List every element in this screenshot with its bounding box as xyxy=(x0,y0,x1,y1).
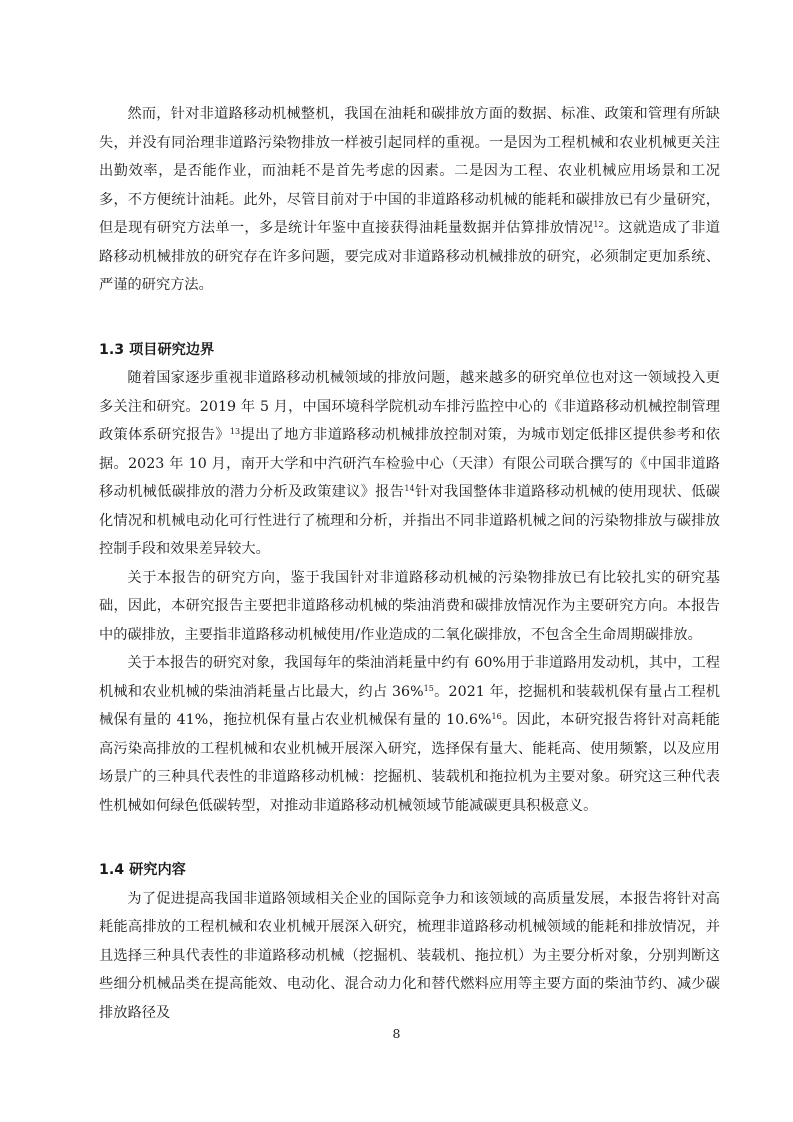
section-heading-1-4: 1.4 研究内容 xyxy=(99,862,186,878)
report-page xyxy=(99,100,720,1027)
paragraph-data-gaps xyxy=(99,100,720,300)
paragraph-text: 关于本报告的研究对象，我国每年的柴油消耗量中约有 60%用于非道路用发动机，其中，工程机械和农业机械的柴油消耗量占比最大，约占 36% xyxy=(99,655,720,700)
section-spacer xyxy=(99,820,720,856)
paragraph-text: 。因此，本研究报告将针对高耗能高污染高排放的工程机械和农业机械开展深入研究，选择保有量大、能耗高、使用频繁，以及应用场景广的三种具代表性的非道路移动机械：挖掘机、装载机和拖拉机为主要对象。研究这三种代表性机械如何绿色低碳转型，对推动非道路移动机械领域节能减碳更具积极意义。 xyxy=(99,712,720,814)
paragraph-text: 针对我国整体非道路移动机械的使用现状、低碳化情况和机械电动化可行性进行了梳理和分析，并指出不同非道路机械之间的污染物排放与碳排放控制手段和效果差异较大。 xyxy=(99,484,720,557)
paragraph-text: 。2021 年，挖掘机和装载机保有量占工程机械保有量的 41%，拖拉机保有量占农业机械保有量的 10.6% xyxy=(99,683,721,728)
footnote-ref[interactable]: 13 xyxy=(229,427,241,436)
paragraph-research-direction: 关于本报告的研究方向，鉴于我国针对非道路移动机械的污染物排放已有比较扎实的研究基础，因此，本研究报告主要把非道路移动机械的柴油消费和碳排放情况作为主要研究方向。本报告中的碳排放，主要指非道路移动机械使用/作业造成的二氧化碳排放，不包含全生命周期碳排放。 xyxy=(99,569,720,643)
footnote-ref[interactable]: 16 xyxy=(491,712,502,721)
paragraph-research-objects xyxy=(99,649,720,820)
paragraph-related-research xyxy=(99,364,720,564)
footnote-ref[interactable]: 14 xyxy=(404,484,415,493)
paragraph-text: 随着国家逐步重视非道路移动机械领域的排放问题，越来越多的研究单位也对这一领域投入更多关注和研究。2019 年 5 月，中国环境科学院机动车排污监控中心的《非道路移动机械控制管理政策体系研究报告》 xyxy=(99,370,720,443)
paragraph-text: 然而，针对非道路移动机械整机，我国在油耗和碳排放方面的数据、标准、政策和管理有所缺失，并没有同治理非道路污染物排放一样被引起同样的重视。一是因为工程机械和农业机械更关注出勤效率，是否能作业，而油耗不是首先考虑的因素。二是因为工程、农业机械应用场景和工况多，不方便统计油耗。此外，尽管目前对于中国的非道路移动机械的能耗和碳排放已有少量研究，但是现有研究方法单一，多是统计年鉴中直接获得油耗量数据并估算排放情况 xyxy=(99,106,720,236)
footnote-ref[interactable]: 12 xyxy=(593,220,604,229)
paragraph-text: 。这就造成了非道路移动机械排放的研究存在许多问题，要完成对非道路移动机械排放的研究，必须制定更加系统、严谨的研究方法。 xyxy=(99,220,720,293)
section-heading-1-3: 1.3 项目研究边界 xyxy=(99,341,215,358)
paragraph-research-content: 为了促进提高我国非道路领域相关企业的国际竞争力和该领域的高质量发展，本报告将针对高耗能高排放的工程机械和农业机械开展深入研究，梳理非道路移动机械领域的能耗和排放情况，并且选择三种具代表性的非道路移动机械（挖掘机、装载机、拖拉机）为主要分析对象，分别判断这些细分机械品类在提高能效、电动化、混合动力化和替代燃料应用等主要方面的柴油节约、减少碳排放路径及 xyxy=(99,890,720,1021)
footnote-ref[interactable]: 15 xyxy=(423,683,434,693)
paragraph-text: 提出了地方非道路移动机械排放控制对策，为城市划定低排区提供参考和依据。2023 年 10 月，南开大学和中汽研汽车检验中心（天津）有限公司联合撰写的《中国非道路移动机械低碳排放的潜力分析及政策建议》报告 xyxy=(99,427,721,500)
section-spacer xyxy=(99,300,720,336)
page-number: 8 xyxy=(392,1026,401,1041)
